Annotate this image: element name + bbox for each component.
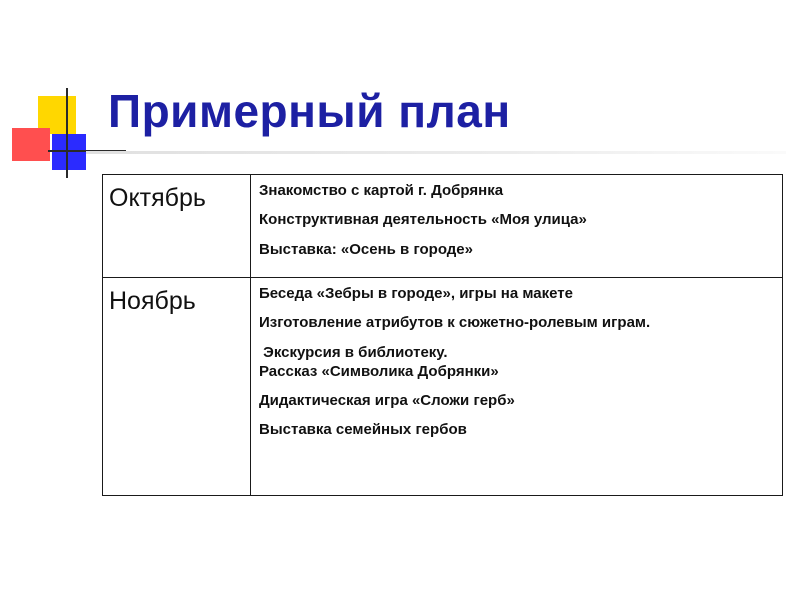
activity-item: Изготовление атрибутов к сюжетно-ролевым играм. — [259, 314, 651, 332]
month-cell — [103, 175, 251, 278]
activity-item: Выставка: «Осень в городе» — [259, 240, 473, 258]
decor-red-square — [12, 128, 50, 161]
month-cell — [103, 278, 251, 496]
table-row-november — [103, 278, 783, 496]
table-row-october — [103, 175, 783, 278]
activity-item: Конструктивная деятельность «Моя улица» — [259, 211, 587, 229]
activity-item: Дидактическая игра «Сложи герб» — [259, 392, 515, 409]
month-label: Октябрь — [109, 184, 206, 212]
title-underline — [86, 151, 786, 154]
plan-table — [102, 174, 783, 496]
activity-item: Экскурсия в библиотеку. — [259, 343, 448, 361]
slide-title: Примерный план — [108, 85, 511, 137]
activities-cell — [251, 278, 783, 496]
decor-vertical-line — [66, 88, 68, 178]
activity-item: Выставка семейных гербов — [259, 421, 467, 439]
activity-item: Беседа «Зебры в городе», игры на макете — [259, 285, 573, 302]
activity-item: Знакомство с картой г. Добрянка — [259, 182, 504, 199]
month-label: Ноябрь — [109, 287, 196, 315]
activity-item: Рассказ «Символика Добрянки» — [259, 362, 499, 380]
decor-blue-square — [52, 134, 86, 170]
activities-cell — [251, 175, 783, 278]
